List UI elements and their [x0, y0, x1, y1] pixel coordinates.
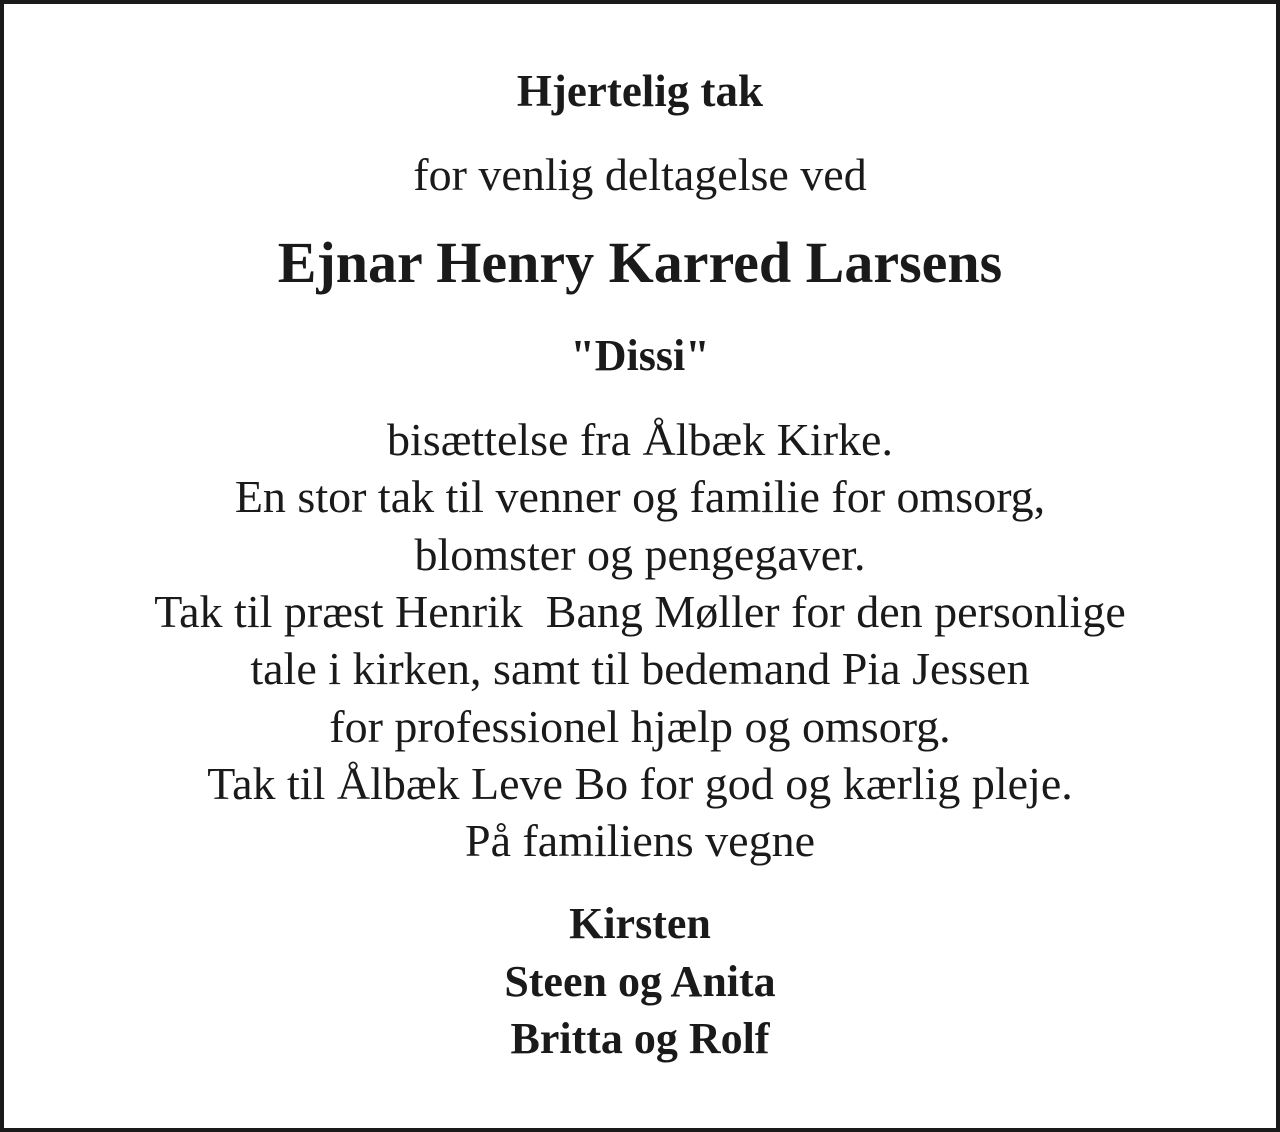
signature-line: Britta og Rolf — [510, 1014, 770, 1063]
body-line: En stor tak til venner og familie for omsorg, — [234, 471, 1046, 522]
deceased-nickname: "Dissi" — [570, 331, 710, 380]
signature-line: Kirsten — [569, 899, 711, 948]
body-line: tale i kirken, samt til bedemand Pia Jessen — [250, 643, 1030, 694]
body-line: for professionel hjælp og omsorg. — [329, 701, 951, 752]
notice-intro: for venlig deltagelse ved — [413, 149, 867, 200]
body-line: Tak til Ålbæk Leve Bo for god og kærlig pleje. — [207, 758, 1073, 809]
deceased-name: Ejnar Henry Karred Larsens — [277, 230, 1003, 295]
body-line: blomster og pengegaver. — [414, 529, 866, 580]
notice-heading: Hjertelig tak — [516, 66, 764, 116]
body-line: På familiens vegne — [464, 815, 815, 866]
body-line: bisættelse fra Ålbæk Kirke. — [387, 414, 893, 465]
body-line: Tak til præst Henrik Bang Møller for den personlige — [154, 586, 1126, 637]
signature-line: Steen og Anita — [504, 957, 776, 1006]
